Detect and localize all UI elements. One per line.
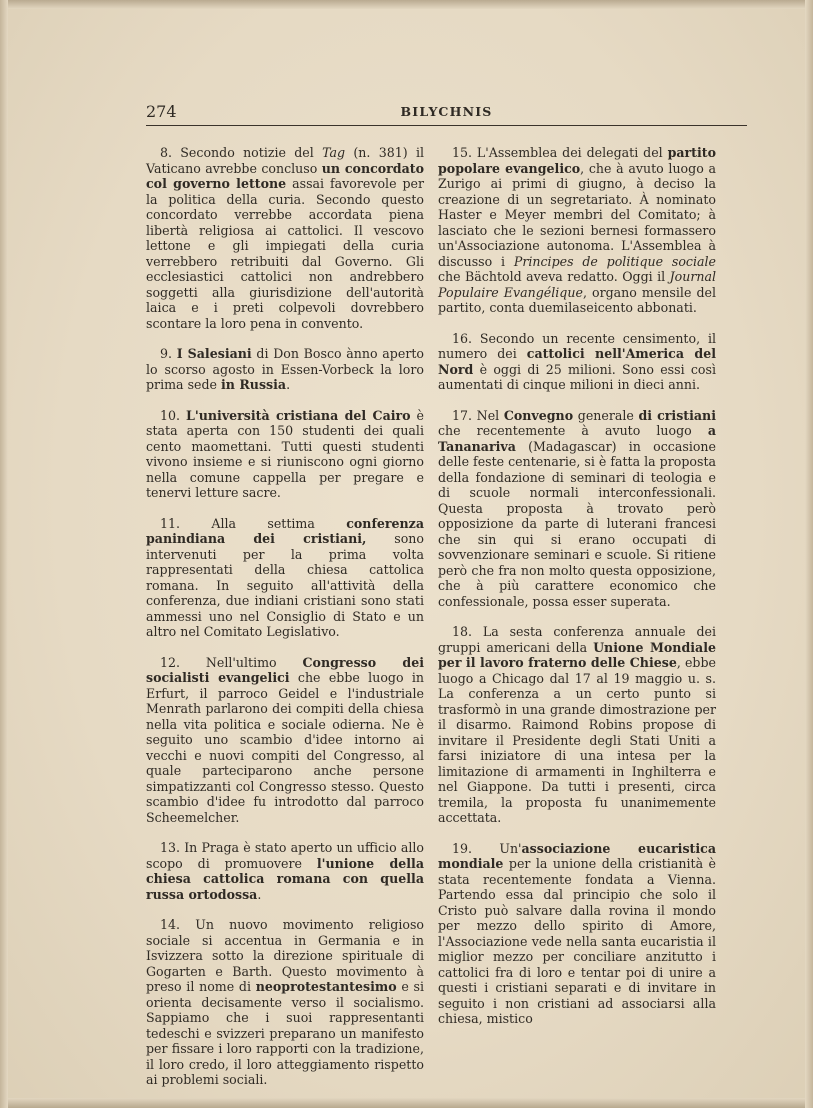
bold-text: conferenza panindiana dei cristiani, — [146, 515, 424, 546]
text-run: 16. Secondo un recente censimento, il numero dei — [438, 330, 716, 361]
left-column — [146, 145, 424, 1103]
paper-edge-left — [0, 0, 8, 1108]
text-run: 12. Nell'ultimo — [160, 654, 303, 670]
news-item — [146, 408, 424, 501]
bold-text: L'università cristiana del Cairo — [186, 407, 411, 423]
news-item — [146, 655, 424, 826]
text-run: . — [286, 377, 291, 392]
text-run: che Bächtold aveva redatto. Oggi il — [438, 269, 670, 284]
bold-text: di cristiani — [638, 407, 716, 423]
running-title: BILYCHNIS — [400, 104, 493, 119]
bold-text: l'unione della chiesa cattolica romana con quella russa ortodossa — [146, 855, 424, 902]
bold-text: partito popolare evangelico — [438, 145, 716, 176]
text-run: 17. Nel — [452, 407, 504, 423]
bold-text: Convegno — [503, 407, 574, 423]
text-run: , organo mensile del partito, conta duemilaseicento abbonati. — [438, 284, 716, 315]
bold-text: cattolici nell'America del Nord — [438, 346, 716, 377]
italic-text: Principes de politique sociale — [513, 253, 716, 269]
text-run: è stata aperta con 150 studenti dei quali cento maomettani. Tutti questi studenti vivono insieme e si riuniscono ogni giorno nella comune cappella per pregare e tenervi letture sacre. — [146, 407, 424, 500]
text-run: e si orienta decisamente verso il socialismo. Sappiamo che i suoi rappresentanti tedeschi e svizzeri preparano un manifesto per fissare i loro rapporti con la tradizione, il loro credo, il loro atteggiamento rispetto ai problemi sociali. — [146, 979, 424, 1087]
text-run: che ebbe luogo in Erfurt, il parroco Geidel e l'industriale Menrath parlarono dei compiti della chiesa nella vita politica e sociale odierna. Ne è seguito uno scambio d'idee intorno ai vecchi e nuovi compiti del Congresso, al quale parteciparono anche persone simpatizzanti col Congresso stesso. Questo scambio d'idee fu introdotto dal parroco Scheemelcher. — [146, 670, 424, 825]
text-run: 14. Un nuovo movimento religioso sociale si accentua in Germania e in Isvizzera sotto la direzione spirituale di Gogarten e Barth. Questo movimento à preso il nome di — [146, 917, 424, 994]
text-run: 8. Secondo notizie del — [160, 145, 323, 160]
text-run: . — [257, 886, 262, 902]
text-run: (Madagascar) in occasione delle feste centenarie, si è fatta la proposta della fondazione di seminari di teologia e di scuole normali interconfessionali. Questa proposta à trovato però opposizione da parte di luterani francesi che sin qui si erano occupati di sovvenzionare seminari e scuole. Si ritiene però che fra non molto questa opposizione, che à più carattere economico che confessionale, possa esser superata. — [438, 438, 717, 609]
text-run: 9. — [160, 346, 177, 361]
italic-text: Tag — [322, 145, 346, 160]
news-item — [146, 145, 424, 331]
news-item — [438, 624, 716, 826]
news-item — [438, 408, 716, 610]
text-run: generale — [573, 407, 639, 423]
bold-text: associazione eucaristica mondiale — [438, 840, 716, 871]
page-number: 274 — [146, 102, 177, 121]
text-run: 15. L'Assemblea dei delegati del — [452, 145, 668, 160]
text-run: assai favorevole per la politica della curia. Secondo questo concordato verrebbe accordata piena libertà religiosa ai cattolici. Il vescovo lettone e gli impiegati della curia verrebbero retribuiti dal Governo. Gli ecclesiastici cattolici non andrebbero soggetti alla giurisdizione dell'autorità laica e i preti colpevoli dovrebbero scontare la loro pena in convento. — [146, 176, 424, 331]
news-item — [146, 840, 424, 902]
paper-edge-top — [0, 0, 813, 9]
bold-text: I Salesiani — [176, 346, 252, 361]
bold-text: Congresso dei socialisti evangelici — [146, 654, 425, 685]
text-run: è oggi di 25 milioni. Sono essi così aumentati di cinque milioni in dieci anni. — [438, 361, 716, 392]
text-run: per la unione della cristianità è stata recentemente fondata a Vienna. Partendo essa dal principio che solo il Cristo può salvare dalla rovina il mondo per mezzo dello spirito di Amore, l'Associazione vede nella santa eucaristia il miglior mezzo per conciliare anzitutto i cattolici fra di loro e tentar poi di unire a questi i cristiani separati e di invitare in seguito i non cristiani ad associarsi alla chiesa, mistico — [438, 856, 716, 1026]
text-run: di Don Bosco ànno aperto lo scorso agosto in Essen-Vorbeck la loro prima sede — [146, 346, 424, 392]
bold-text: un concordato col governo lettone — [146, 160, 424, 191]
text-run: , che à avuto luogo a Zurigo ai primi di giugno, à deciso la creazione di un segretariato. À nominato Haster e Meyer membri del Comitato; à lasciato che le sezioni bernesi formassero un'Associazione autonoma. L'Assemblea à discusso i — [438, 160, 716, 269]
text-run: 13. In Praga è stato aperto un ufficio allo scopo di promuovere — [146, 840, 424, 871]
bold-text: Unione Mondiale per il lavoro fraterno delle Chiese — [438, 639, 716, 670]
header-rule — [146, 125, 747, 126]
text-run: 19. Un' — [452, 840, 522, 856]
bold-text: a Tananariva — [438, 423, 716, 454]
news-item — [438, 145, 716, 316]
bold-text: neoprotestantesimo — [255, 979, 397, 994]
news-item — [146, 346, 424, 393]
news-item — [146, 516, 424, 640]
news-item — [146, 917, 424, 1088]
text-run: che recentemente à avuto luogo — [438, 423, 708, 438]
text-run: 10. — [160, 407, 187, 423]
page-header — [146, 100, 747, 122]
text-run: 18. La sesta conferenza annuale dei gruppi americani della — [438, 624, 716, 655]
news-item — [438, 841, 716, 1027]
right-column — [438, 145, 716, 1042]
text-run: , ebbe luogo a Chicago dal 17 al 19 maggio u. s. La conferenza a un certo punto si trasformò in una grande dimostrazione per il disarmo. Raimond Robins propose di invitare il Presidente degli Stati Uniti a farsi iniziatore di una intesa per la limitazione di armamenti in Inghilterra e nel Giappone. Da tutti i presenti, circa tremila, la proposta fu unanimemente accettata. — [438, 655, 716, 825]
bold-text: in Russia — [221, 377, 287, 392]
paper-edge-right — [805, 0, 813, 1108]
text-run: sono intervenuti per la prima volta rappresentati della chiesa cattolica romana. In seguito all'attività della conferenza, due indiani cristiani sono stati ammessi uno nel Consiglio di Stato e un altro nel Comitato Legislativo. — [146, 531, 424, 639]
text-run: (n. 381) il Vaticano avrebbe concluso — [146, 145, 424, 176]
news-item — [438, 331, 716, 393]
text-run: 11. Alla settima — [160, 515, 347, 531]
italic-text: Journal Populaire Evangélique — [438, 269, 716, 300]
